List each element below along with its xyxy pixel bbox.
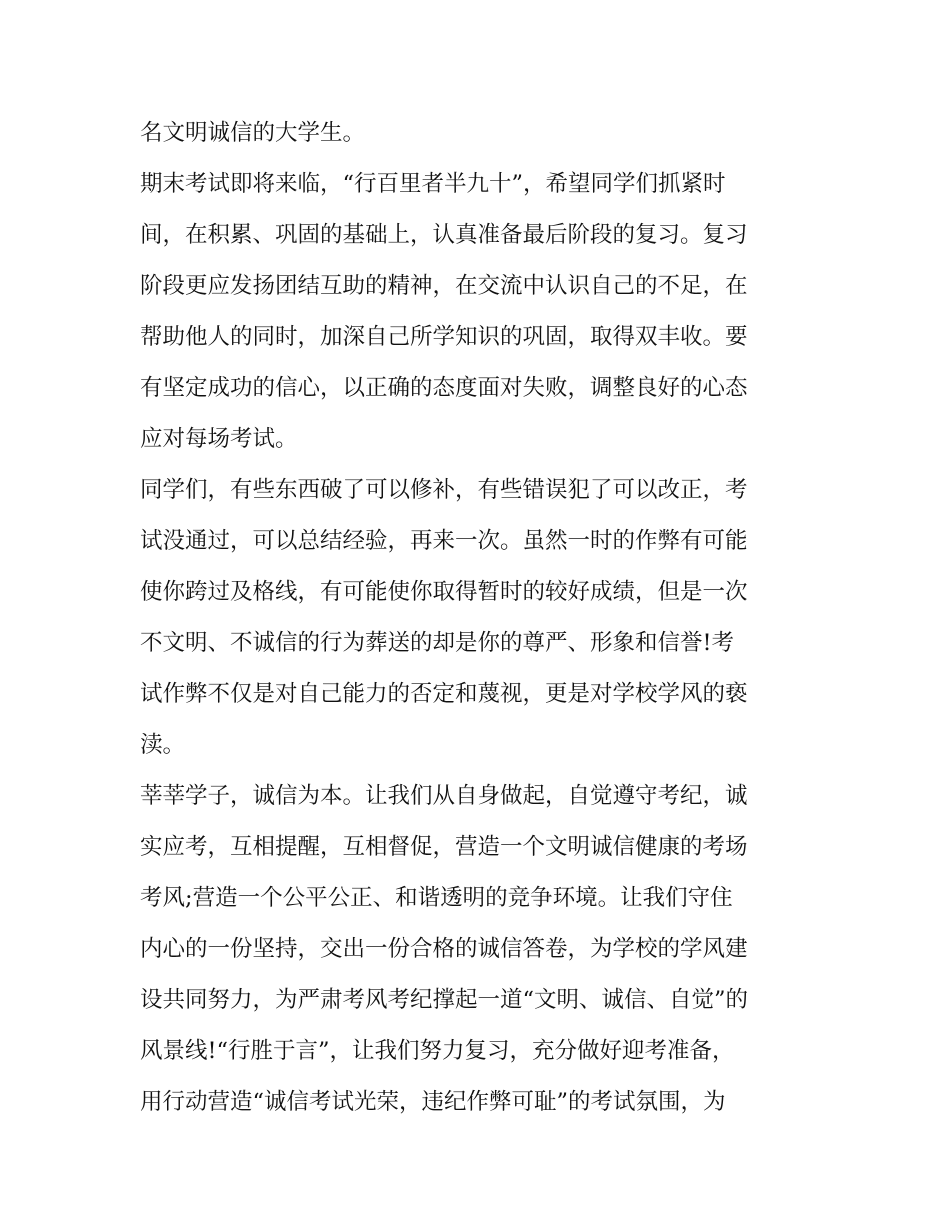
text-line: 渎。 [140,732,186,758]
text-line: 风景线!“行胜于言”，让我们努力复习，充分做好迎考准备， [140,1038,735,1064]
text-line: 期末考试即将来临，“行百里者半九十”，希望同学们抓紧时 [140,171,726,197]
text-line: 设共同努力，为严肃考风考纪撑起一道“文明、诚信、自觉”的 [140,987,749,1013]
text-line: 间，在积累、巩固的基础上，认真准备最后阶段的复习。复习 [140,222,748,248]
text-line: 试作弊不仅是对自己能力的否定和蔑视，更是对学校学风的亵 [140,681,748,707]
text-line: 实应考，互相提醒，互相督促，营造一个文明诚信健康的考场 [140,834,748,860]
text-line: 内心的一份坚持，交出一份合格的诚信答卷，为学校的学风建 [140,936,748,962]
text-line: 用行动营造“诚信考试光荣，违纪作弊可耻”的考试氛围，为 [140,1089,726,1115]
text-line: 有坚定成功的信心，以正确的态度面对失败，调整良好的心态 [140,375,748,401]
body-text [140,108,820,1128]
text-line: 使你跨过及格线，有可能使你取得暂时的较好成绩，但是一次 [140,579,748,605]
text-line: 同学们，有些东西破了可以修补，有些错误犯了可以改正，考 [140,477,748,503]
text-line: 莘莘学子，诚信为本。让我们从自身做起，自觉遵守考纪，诚 [140,783,748,809]
text-line: 试没通过，可以总结经验，再来一次。虽然一时的作弊有可能 [140,528,748,554]
text-line: 阶段更应发扬团结互助的精神，在交流中认识自己的不足，在 [140,273,748,299]
text-line: 名文明诚信的大学生。 [140,120,366,146]
text-line: 帮助他人的同时，加深自己所学知识的巩固，取得双丰收。要 [140,324,748,350]
text-line: 不文明、不诚信的行为葬送的却是你的尊严、形象和信誉!考 [140,630,735,656]
text-line: 考风;营造一个公平公正、和谐透明的竞争环境。让我们守住 [140,885,733,911]
text-line: 应对每场考试。 [140,426,298,452]
